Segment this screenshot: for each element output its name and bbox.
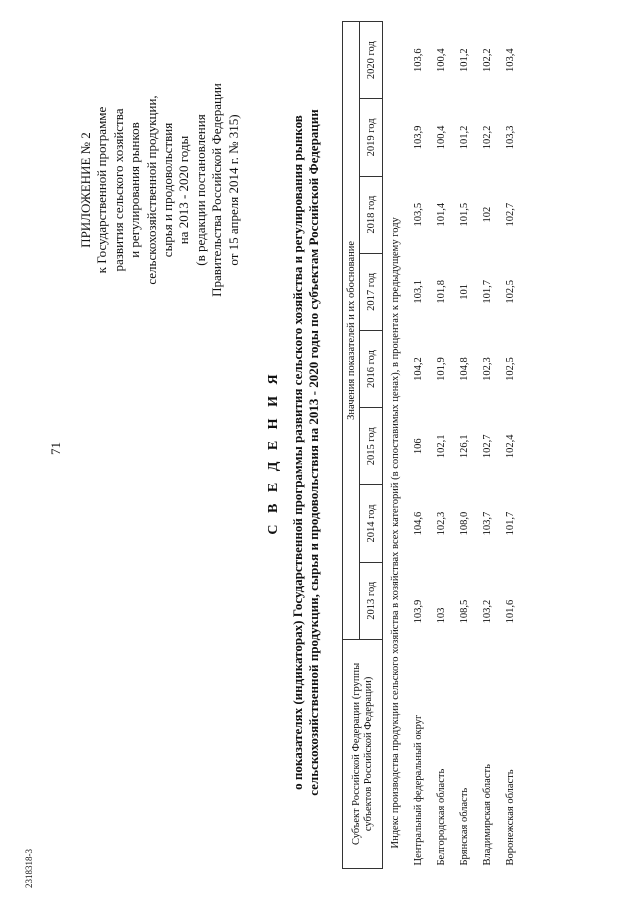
value-cell: 103,9 (413, 599, 424, 624)
year-header: 2017 год (360, 253, 383, 330)
section-label: Индекс производства продукции сельского хозяйства в хозяйствах всех категорий (в сопоставимых ценах), в процентах к предыдущему году (389, 217, 401, 849)
value-cell: 103,4 (505, 48, 516, 72)
value-cell: 103,5 (413, 202, 424, 227)
subtitle-line: сельскохозяйственной продукции, сырья и продовольствия на 2013 - 2020 годы по субъектам Российской Федерации (306, 109, 321, 796)
values-group-header: Значения показателей и их обоснование (343, 22, 360, 640)
region-column-header: Субъект Российской Федерации (группы субъектов Российской Федерации) (343, 639, 383, 868)
region-name: Брянская область (459, 787, 470, 866)
value-cell: 101,2 (459, 48, 470, 72)
year-header: 2019 год (360, 99, 383, 176)
appendix-header (78, 65, 242, 315)
appendix-line: Правительства Российской Федерации (209, 83, 225, 297)
value-cell: 101,7 (482, 280, 493, 304)
value-cell: 104,8 (459, 357, 470, 381)
value-cell: 101,6 (505, 599, 516, 624)
page-number: 71 (48, 442, 63, 455)
value-cell: 101,2 (459, 125, 470, 150)
value-cell: 100,4 (436, 125, 447, 150)
value-cell: 101,9 (436, 357, 447, 381)
year-header: 2016 год (360, 330, 383, 407)
appendix-line: к Государственной программе (94, 106, 110, 274)
document-subtitle (290, 20, 322, 885)
value-cell: 102,5 (505, 357, 516, 381)
year-header: 2013 год (360, 562, 383, 639)
value-cell: 102,3 (482, 357, 493, 381)
indicators-table (342, 21, 522, 869)
value-cell: 102,2 (482, 125, 493, 150)
year-header: 2020 год (360, 22, 383, 99)
subtitle-line: о показателях (индикаторах) Государственной программы развития сельского хозяйства и регулирования рынков (290, 115, 305, 790)
appendix-line: развития сельского хозяйства (110, 108, 126, 272)
value-cell: 101,5 (459, 202, 470, 227)
table-row (453, 22, 476, 869)
value-cell: 103,7 (482, 511, 493, 536)
value-cell: 102,3 (436, 511, 447, 536)
value-cell: 101,7 (505, 511, 516, 536)
appendix-line: и регулирования рынков (127, 122, 143, 258)
value-cell: 108,0 (459, 511, 470, 536)
value-cell: 103,6 (413, 48, 424, 72)
table-row (430, 22, 453, 869)
appendix-line: ПРИЛОЖЕНИЕ № 2 (78, 132, 93, 248)
value-cell: 103 (436, 607, 447, 624)
region-name: Белгородская область (436, 768, 447, 866)
table-row (476, 22, 499, 869)
value-cell: 102,4 (505, 434, 516, 459)
table-row (499, 22, 522, 869)
value-cell: 101 (459, 283, 470, 300)
value-cell: 101,8 (436, 280, 447, 304)
table-row (407, 22, 430, 869)
rotated-page-content (0, 20, 640, 885)
value-cell: 100,4 (436, 48, 447, 72)
value-cell: 126,1 (459, 434, 470, 459)
appendix-line: (в редакции постановления (192, 114, 208, 266)
appendix-line: сельскохозяйственной продукции, (143, 95, 159, 285)
year-header: 2018 год (360, 176, 383, 253)
appendix-line: на 2013 - 2020 годы (176, 135, 192, 245)
value-cell: 102 (482, 206, 493, 223)
value-cell: 102,7 (482, 434, 493, 459)
value-cell: 102,2 (482, 48, 493, 72)
value-cell: 102,7 (505, 202, 516, 227)
year-header: 2014 год (360, 485, 383, 562)
appendix-line: от 15 апреля 2014 г. № 315) (225, 114, 241, 266)
value-cell: 103,2 (482, 599, 493, 624)
year-header: 2015 год (360, 408, 383, 485)
footer-code: 2318318-3 (24, 849, 34, 888)
value-cell: 103,1 (413, 280, 424, 304)
value-cell: 103,9 (413, 125, 424, 150)
value-cell: 103,3 (505, 125, 516, 150)
value-cell: 108,5 (459, 599, 470, 624)
value-cell: 101,4 (436, 202, 447, 227)
region-name: Воронежская область (505, 769, 516, 866)
value-cell: 102,5 (505, 280, 516, 304)
appendix-line: сырья и продовольствия (160, 122, 176, 258)
value-cell: 104,6 (413, 511, 424, 536)
document-title: С В Е Д Е Н И Я (266, 370, 281, 535)
region-name: Центральный федеральный округ (413, 714, 424, 866)
value-cell: 104,2 (413, 357, 424, 381)
region-name: Владимирская область (482, 764, 493, 866)
value-cell: 102,1 (436, 434, 447, 459)
value-cell: 106 (413, 438, 424, 455)
